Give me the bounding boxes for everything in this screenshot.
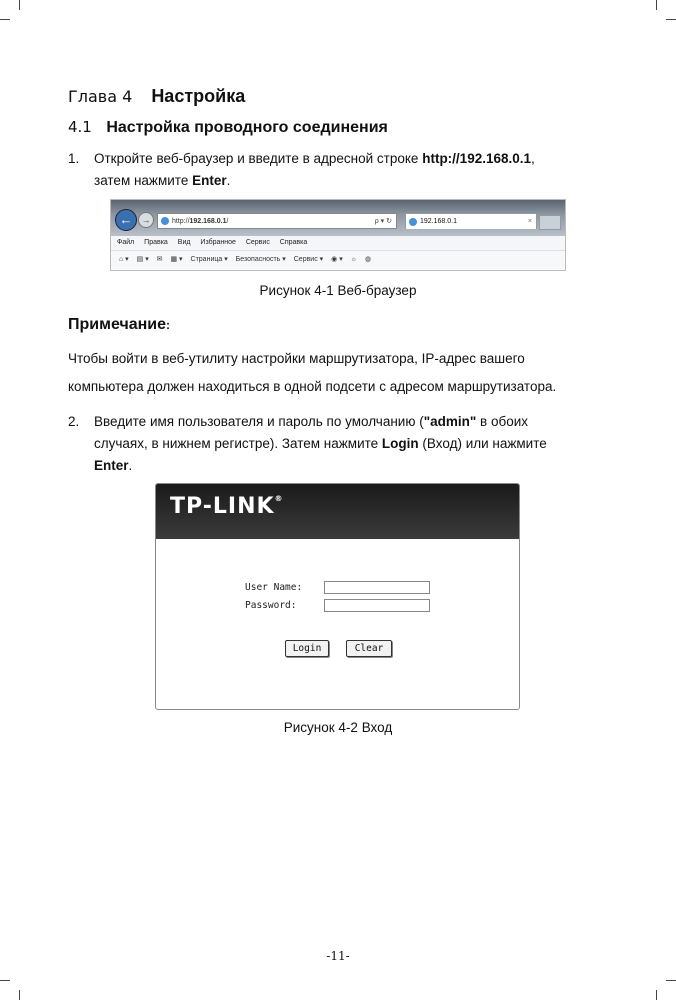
enter-key-2: Enter	[94, 458, 129, 473]
note-title-colon: :	[166, 318, 171, 332]
menu-file[interactable]: Файл	[117, 239, 135, 246]
crop-mark-bottom-left-v	[19, 990, 20, 1000]
note-title-text: Примечание	[68, 316, 167, 333]
section-number: 4.1	[68, 118, 92, 136]
crop-mark-top-left-h	[0, 19, 10, 20]
close-icon[interactable]: ×	[527, 218, 532, 225]
password-input[interactable]	[324, 599, 430, 612]
step-1-line1-text: Откройте веб-браузер и введите в адресной строке	[94, 151, 423, 166]
step-2-text	[94, 411, 614, 477]
note-line-1: Чтобы войти в веб-утилиту настройки маршрутизатора, IP-адрес вашего	[68, 351, 525, 366]
browser-screenshot	[110, 199, 566, 271]
step-2-line3-punct: .	[128, 458, 133, 473]
username-label: User Name:	[245, 582, 303, 593]
globe-icon[interactable]: ◍	[365, 256, 372, 263]
username-input[interactable]	[324, 581, 430, 594]
menu-tools[interactable]: Сервис	[245, 239, 270, 246]
forward-arrow-icon[interactable]: →	[138, 212, 154, 228]
step-2-line1-end: в обоих	[476, 414, 528, 429]
login-word: Login	[381, 436, 419, 451]
router-address: http://192.168.0.1	[422, 151, 532, 166]
address-suffix: /	[226, 218, 229, 225]
step-1-line2-punct: .	[226, 173, 231, 188]
enter-key: Enter	[192, 173, 227, 188]
chapter-number: Глава 4	[68, 87, 133, 106]
tp-link-logo	[170, 494, 284, 519]
step-1	[68, 148, 614, 192]
browser-menu-bar	[111, 236, 565, 251]
clear-button[interactable]: Clear	[346, 640, 392, 657]
print-icon[interactable]: ▦ ▾	[170, 256, 183, 263]
browser-title-bar	[111, 200, 565, 236]
section-heading	[68, 118, 388, 137]
step-1-line2-text: затем нажмите	[94, 173, 193, 188]
figure-caption-browser: Рисунок 4-1 Веб-браузер	[259, 283, 417, 298]
note-title	[68, 316, 170, 334]
settings-icon[interactable]: ☼	[350, 256, 358, 263]
login-header	[156, 484, 519, 539]
tools-menu[interactable]: Сервис ▾	[293, 256, 324, 263]
step-1-text	[94, 148, 614, 192]
safety-menu[interactable]: Безопасность ▾	[235, 256, 286, 263]
crop-mark-top-right-v	[656, 0, 657, 10]
address-tools-icons[interactable]: ρ ▾ ↻	[374, 218, 392, 225]
chapter-title: Настройка	[151, 86, 246, 106]
figure-caption-login: Рисунок 4-2 Вход	[283, 720, 393, 735]
menu-help[interactable]: Справка	[279, 239, 308, 246]
menu-view[interactable]: Вид	[177, 239, 191, 246]
default-credentials: "admin"	[423, 414, 477, 429]
home-icon[interactable]: ⌂ ▾	[119, 256, 129, 263]
section-title: Настройка проводного соединения	[106, 119, 388, 136]
logo-registered-mark: ®	[274, 494, 284, 503]
crop-mark-top-left-v	[19, 0, 20, 10]
ie-page-icon	[161, 217, 169, 225]
crop-mark-bottom-right-h	[666, 980, 676, 981]
login-screenshot	[155, 483, 520, 710]
crop-mark-top-right-h	[666, 19, 676, 20]
address-host: 192.168.0.1	[189, 218, 227, 225]
crop-mark-bottom-left-h	[0, 980, 10, 981]
step-2	[68, 411, 614, 477]
browser-command-bar	[111, 251, 565, 269]
step-1-number: 1.	[68, 151, 80, 166]
step-2-line2-end: (Вход) или нажмите	[418, 436, 547, 451]
feeds-icon[interactable]: ▤ ▾	[136, 256, 149, 263]
tab-title: 192.168.0.1	[420, 218, 457, 225]
back-arrow-icon[interactable]: ←	[115, 209, 137, 231]
help-icon[interactable]: ◉ ▾	[331, 256, 343, 263]
chapter-heading	[68, 86, 245, 107]
step-1-line1-punct: ,	[531, 151, 535, 166]
address-bar[interactable]	[157, 213, 397, 229]
menu-favorites[interactable]: Избранное	[200, 239, 236, 246]
password-label: Password:	[245, 600, 297, 611]
note-line-2: компьютера должен находиться в одной подсети с адресом маршрутизатора.	[68, 379, 557, 394]
step-2-line2-text: случаях, в нижнем регистре). Затем нажмите	[94, 436, 382, 451]
page-menu[interactable]: Страница ▾	[190, 256, 228, 263]
step-2-line1-text: Введите имя пользователя и пароль по умолчанию (	[94, 414, 424, 429]
crop-mark-bottom-right-v	[656, 990, 657, 1000]
login-button[interactable]: Login	[285, 640, 329, 657]
step-2-number: 2.	[68, 414, 80, 429]
logo-text: TP-LINK	[170, 494, 275, 519]
address-prefix: http://	[172, 218, 190, 225]
page-number: -11-	[326, 949, 350, 963]
mail-icon[interactable]: ✉	[156, 256, 163, 263]
new-tab-button[interactable]	[539, 215, 561, 230]
tab-page-icon	[409, 218, 417, 226]
browser-tab[interactable]	[405, 213, 537, 229]
menu-edit[interactable]: Правка	[144, 239, 168, 246]
